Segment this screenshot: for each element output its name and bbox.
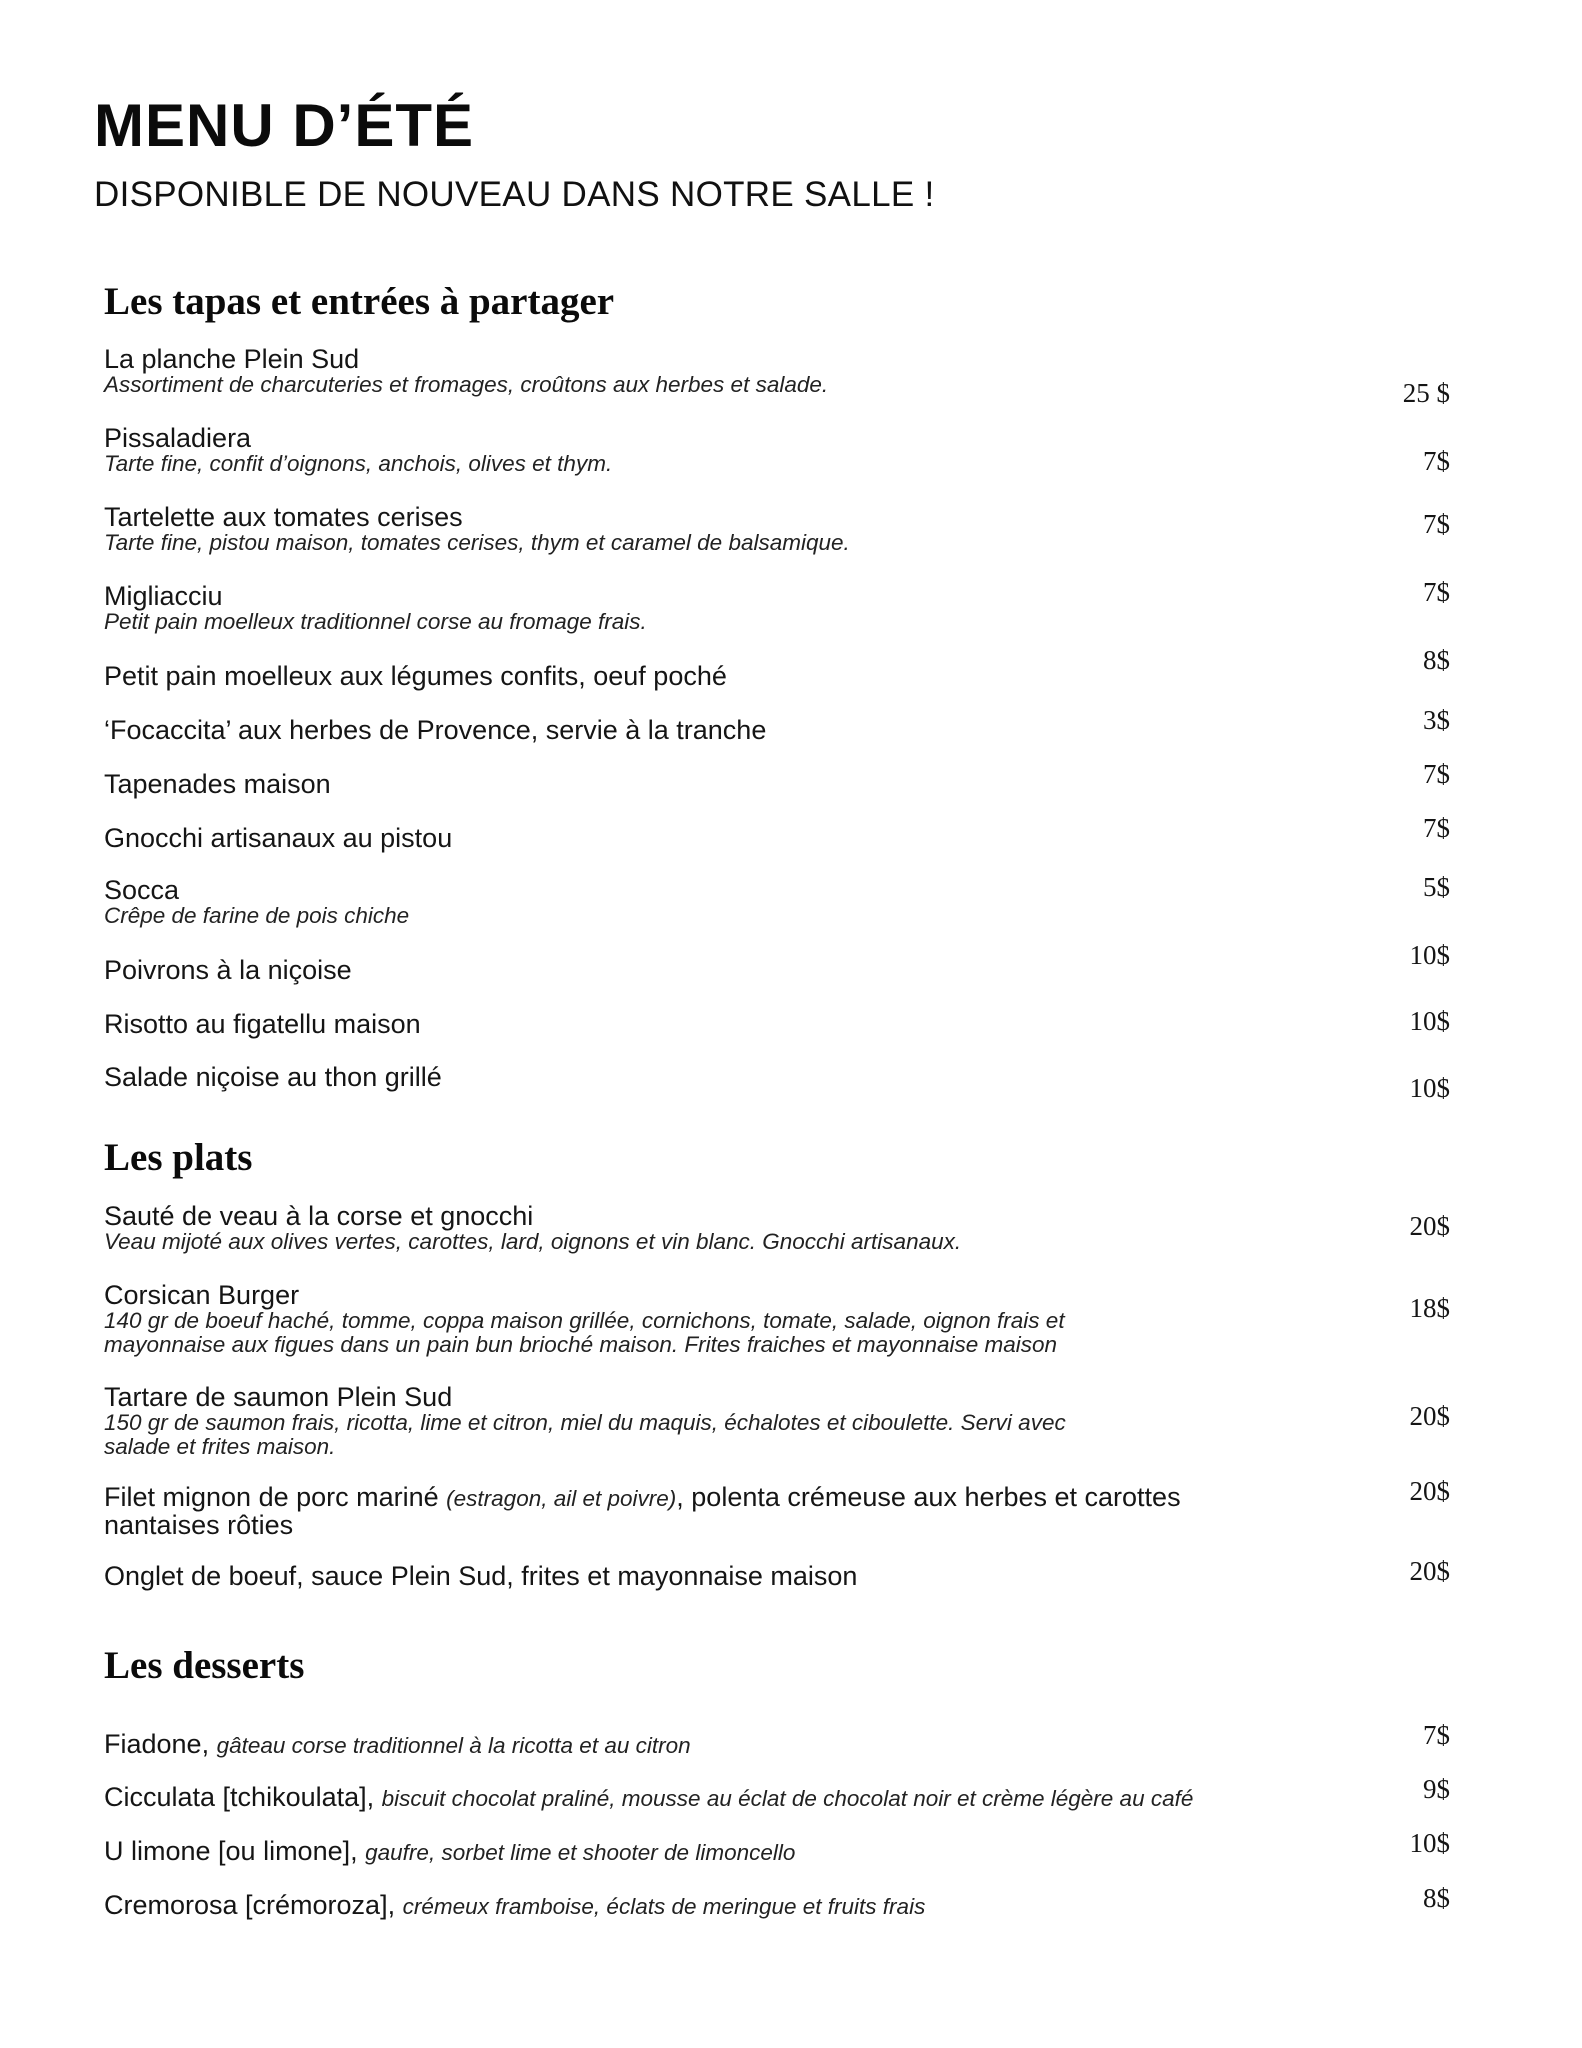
item-name: Onglet de boeuf, sauce Plein Sud, frites et mayonnaise maison [104, 1561, 858, 1591]
item-price: 3$ [1423, 705, 1450, 735]
item-price: 18$ [1409, 1293, 1450, 1323]
section-heading-tapas: Les tapas et entrées à partager [104, 280, 615, 323]
item-name-continued: nantaises rôties [104, 1510, 294, 1540]
item-price: 7$ [1423, 509, 1450, 539]
item-name-part: U limone [ou limone], [104, 1836, 358, 1866]
item-name: ‘Focaccita’ aux herbes de Provence, servie à la tranche [104, 715, 767, 745]
item-inline-description: gâteau corse traditionnel à la ricotta et au citron [216, 1733, 691, 1758]
item-price: 5$ [1423, 872, 1450, 902]
item-inline-description: crémeux framboise, éclats de meringue et fruits frais [402, 1894, 926, 1919]
menu-item [104, 663, 1234, 690]
item-inline-description: biscuit chocolat praliné, mousse au éclat de chocolat noir et crème légère au café [381, 1786, 1194, 1811]
menu-item [104, 957, 1234, 984]
menu-item [104, 717, 1234, 744]
item-price: 9$ [1423, 1774, 1450, 1804]
item-description: mayonnaise aux figues dans un pain bun brioché maison. Frites fraiches et mayonnaise maison [104, 1332, 1058, 1357]
menu-item [104, 1384, 1234, 1459]
item-name: Migliacciu [104, 581, 223, 611]
item-price: 10$ [1409, 1828, 1450, 1858]
item-description: 150 gr de saumon frais, ricotta, lime et citron, miel du maquis, échalotes et ciboulette. Servi avec [104, 1410, 1066, 1435]
item-price: 8$ [1423, 1883, 1450, 1913]
menu-item [104, 1892, 1234, 1920]
item-price: 10$ [1409, 940, 1450, 970]
item-name-part: Cicculata [tchikoulata], [104, 1782, 375, 1812]
item-name: Salade niçoise au thon grillé [104, 1062, 442, 1092]
menu-item [104, 1484, 1234, 1539]
item-description: Tarte fine, confit d’oignons, anchois, olives et thym. [104, 451, 613, 476]
item-name-part: Fiadone, [104, 1729, 210, 1759]
item-name [104, 1838, 1234, 1866]
item-name: Socca [104, 875, 180, 905]
item-description: Tarte fine, pistou maison, tomates cerises, thym et caramel de balsamique. [104, 530, 850, 555]
menu-item [104, 504, 1234, 555]
menu-title: MENU D’ÉTÉ [94, 92, 475, 159]
item-name [104, 1484, 1234, 1512]
item-name [104, 1892, 1234, 1920]
item-name: Sauté de veau à la corse et gnocchi [104, 1201, 534, 1231]
item-description: Assortiment de charcuteries et fromages, croûtons aux herbes et salade. [104, 372, 829, 397]
menu-item [104, 346, 1234, 397]
section-heading-desserts: Les desserts [104, 1644, 305, 1687]
item-description: 140 gr de boeuf haché, tomme, coppa maison grillée, cornichons, tomate, salade, oignon frais et [104, 1308, 1065, 1333]
item-price: 7$ [1423, 813, 1450, 843]
item-name: La planche Plein Sud [104, 344, 360, 374]
item-name: Pissaladiera [104, 423, 252, 453]
menu-item [104, 771, 1234, 798]
item-price: 20$ [1409, 1401, 1450, 1431]
item-price: 20$ [1409, 1476, 1450, 1506]
item-name: Tartelette aux tomates cerises [104, 502, 463, 532]
item-price: 10$ [1409, 1006, 1450, 1036]
item-price: 20$ [1409, 1211, 1450, 1241]
item-name: Poivrons à la niçoise [104, 955, 352, 985]
menu-item [104, 825, 1234, 852]
item-price: 7$ [1423, 446, 1450, 476]
menu-item [104, 425, 1234, 476]
menu-item [104, 1064, 1234, 1091]
menu-item [104, 1282, 1234, 1357]
item-inline-description: (estragon, ail et poivre) [446, 1486, 677, 1511]
menu-item [104, 1563, 1234, 1590]
item-description: salade et frites maison. [104, 1434, 336, 1459]
menu-item [104, 1011, 1234, 1038]
item-price: 25 $ [1402, 378, 1450, 408]
item-price: 7$ [1423, 759, 1450, 789]
item-name [104, 1784, 1234, 1812]
item-name: Tapenades maison [104, 769, 331, 799]
menu-item [104, 1731, 1234, 1759]
item-name-part: Filet mignon de porc mariné [104, 1482, 439, 1512]
item-name: Tartare de saumon Plein Sud [104, 1382, 453, 1412]
menu-item [104, 583, 1234, 634]
item-price: 20$ [1409, 1556, 1450, 1586]
item-price: 7$ [1423, 1720, 1450, 1750]
item-name: Petit pain moelleux aux légumes confits, oeuf poché [104, 661, 727, 691]
item-inline-description: gaufre, sorbet lime et shooter de limoncello [365, 1840, 796, 1865]
item-name-part: Cremorosa [crémoroza], [104, 1890, 396, 1920]
item-description: Petit pain moelleux traditionnel corse au fromage frais. [104, 609, 647, 634]
item-name: Risotto au figatellu maison [104, 1009, 421, 1039]
menu-item [104, 877, 1234, 928]
item-description: Crêpe de farine de pois chiche [104, 903, 410, 928]
item-name-part: , polenta crémeuse aux herbes et carottes [676, 1482, 1181, 1512]
menu-item [104, 1838, 1234, 1866]
item-price: 10$ [1409, 1073, 1450, 1103]
item-price: 7$ [1423, 577, 1450, 607]
section-heading-plats: Les plats [104, 1136, 253, 1179]
menu-item [104, 1784, 1234, 1812]
item-name: Gnocchi artisanaux au pistou [104, 823, 453, 853]
item-price: 8$ [1423, 645, 1450, 675]
menu-subtitle: DISPONIBLE DE NOUVEAU DANS NOTRE SALLE ! [94, 175, 935, 214]
item-name: Corsican Burger [104, 1280, 300, 1310]
menu-item [104, 1203, 1234, 1254]
item-name [104, 1731, 1234, 1759]
item-description: Veau mijoté aux olives vertes, carottes, lard, oignons et vin blanc. Gnocchi artisanaux. [104, 1229, 962, 1254]
